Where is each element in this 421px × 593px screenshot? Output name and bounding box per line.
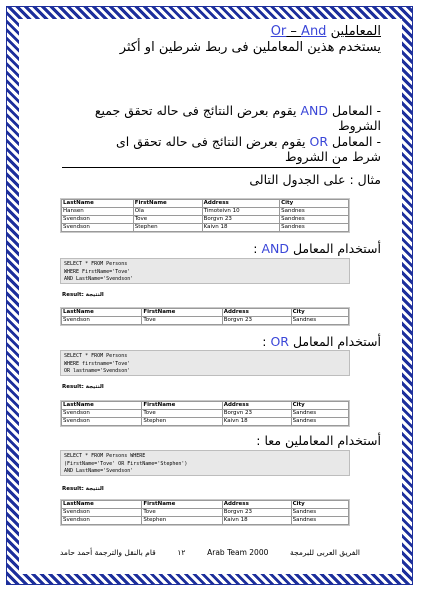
section-heading-or: أستخدام المعامل OR : (262, 334, 381, 349)
footer-team: Arab Team 2000 (207, 548, 269, 557)
result-label-or: Result: النتيجة (62, 384, 104, 390)
bullet-and: - المعامل AND يقوم بعرض النتائج فى حاله تحقق جميع الشروط (94, 103, 381, 133)
table-header-row: LastName FirstName Address City (62, 402, 349, 410)
divider (62, 167, 340, 168)
title-and: And (301, 24, 327, 39)
persons-table (60, 198, 350, 233)
section-heading-and: أستخدام المعامل AND : (253, 241, 381, 256)
footer-team-arabic: الفريق العربى للبرمجة (290, 548, 360, 557)
result-label-and: Result: النتيجة (62, 292, 104, 298)
page-footer (60, 548, 360, 557)
table-row: Svendson Stephen Kaivn 18 Sandnes (62, 517, 349, 525)
page-title (271, 24, 381, 39)
table-row: Svendson Tove Borgvn 23 Sandnes (62, 317, 349, 325)
code-block-both: SELECT * FROM Persons WHERE (FirstName='Tove' OR FirstName='Stephen') AND LastName='Svendson' (60, 450, 350, 476)
table-header-row: LastName FirstName Address City (62, 309, 349, 317)
result-table-or (60, 400, 350, 427)
result-label-both: Result: النتيجة (62, 486, 104, 492)
page-subtitle: يستخدم هذين المعاملين فى ربط شرطين او أكثر (119, 40, 381, 55)
section-heading-both: أستخدام المعاملين معا : (256, 433, 381, 448)
table-row: Svendson Tove Borgvn 23 Sandnes (62, 216, 349, 224)
example-label: مثال : على الجدول التالى (249, 172, 381, 187)
table-row: Svendson Stephen Kaivn 18 Sandnes (62, 418, 349, 426)
bullet-or: - المعامل OR يقوم بعرض النتائج فى حاله تحقق اى شرط من الشروط (115, 134, 381, 164)
title-word: المعاملين (330, 24, 381, 39)
result-table-both (60, 499, 350, 526)
title-dash: – (286, 24, 302, 39)
table-header-row: LastName FirstName Address City (62, 501, 349, 509)
footer-credit: قام بالنقل والترجمة أحمد حامد (60, 548, 156, 557)
page-number: ١٢ (177, 548, 186, 557)
code-block-and: SELECT * FROM Persons WHERE FirstName='Tove' AND LastName='Svendson' (60, 258, 350, 284)
table-row: Svendson Tove Borgvn 23 Sandnes (62, 410, 349, 418)
code-block-or: SELECT * FROM Persons WHERE firstname='Tove' OR lastname='Svendson' (60, 350, 350, 376)
result-table-and (60, 307, 350, 326)
table-row: Svendson Tove Borgvn 23 Sandnes (62, 509, 349, 517)
table-header-row: LastName FirstName Address City (62, 200, 349, 208)
table-row: Svendson Stephen Kaivn 18 Sandnes (62, 224, 349, 232)
table-row: Hansen Ola Timoteivn 10 Sandnes (62, 208, 349, 216)
bullet-marker: - (372, 103, 381, 118)
title-or: Or (270, 24, 287, 39)
bullet-marker: - (372, 134, 381, 149)
